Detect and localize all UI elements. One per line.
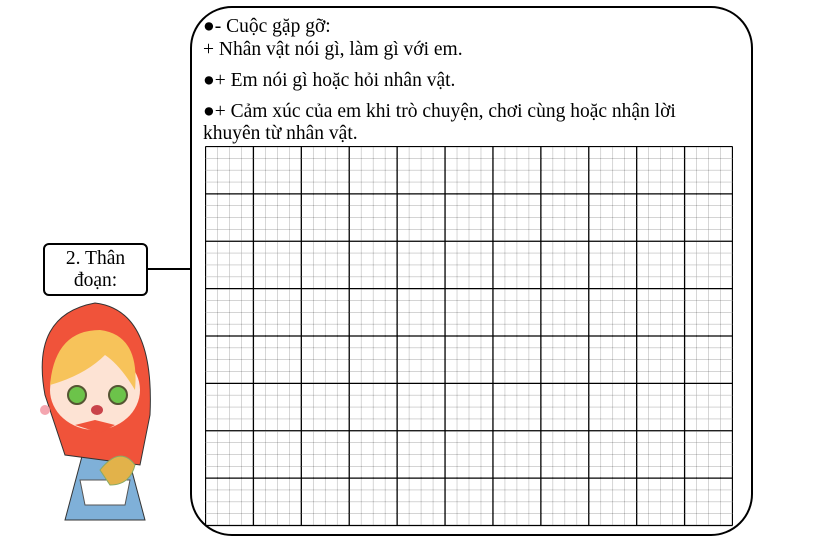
writing-grid[interactable] — [205, 146, 733, 527]
section-label — [43, 243, 148, 296]
text-line-questions: ●+ Em nói gì hoặc hỏi nhân vật. — [203, 70, 456, 91]
section-label-line1: 2. Thân — [65, 248, 126, 269]
connector-line — [148, 268, 191, 270]
text-line-meeting: ●- Cuộc gặp gỡ: — [203, 16, 331, 37]
section-label-line2: đoạn: — [73, 270, 118, 291]
text-line-character-actions: + Nhân vật nói gì, làm gì với em. — [203, 39, 463, 60]
text-line-feelings-cont: khuyên từ nhân vật. — [203, 123, 358, 144]
text-line-feelings: ●+ Cảm xúc của em khi trò chuyện, chơi cùng hoặc nhận lời — [203, 101, 676, 122]
red-riding-hood-illustration — [25, 295, 175, 530]
